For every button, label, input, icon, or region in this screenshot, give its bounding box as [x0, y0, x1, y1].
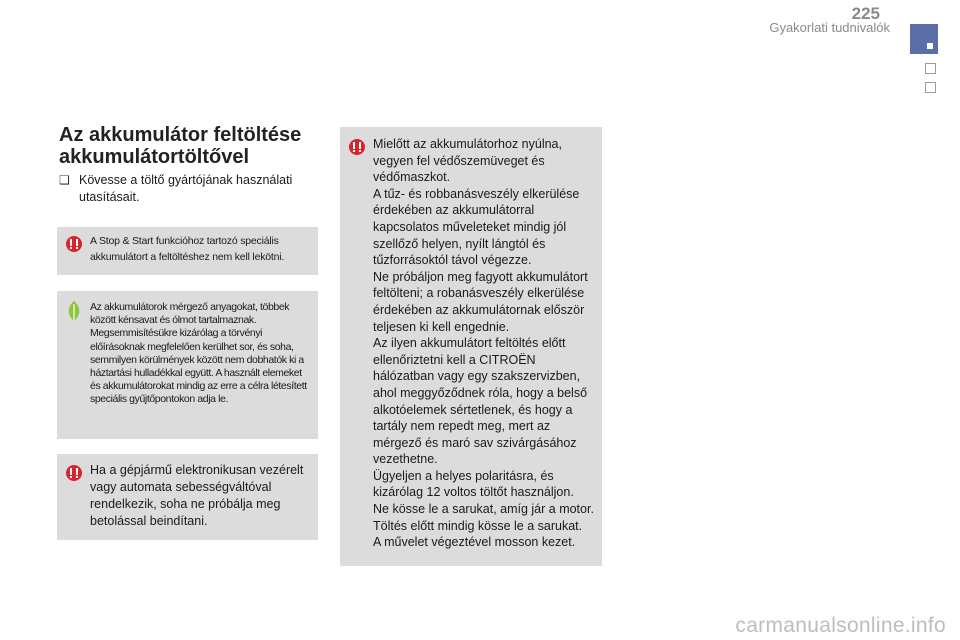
safety-line: A tűz- és robbanásveszély elkerülése érdekében az akkumulátorral kapcsolatos műveleteket mindig jól szellőző helyen, nyílt lángtól és tűzforrásoktól távol végezze.: [373, 186, 580, 268]
nav-square-1[interactable]: [925, 63, 936, 74]
safety-line: Ne próbáljon meg fagyott akkumulátort feltölteni; a robanásveszély elkerülése érdekében az akkumulátornak először teljesen ki kell engednie.: [373, 269, 588, 334]
safety-line: Ne kösse le a sarukat, amíg jár a motor.: [373, 502, 594, 517]
section-title: Gyakorlati tudnivalók: [769, 20, 890, 35]
safety-line: Ügyeljen a helyes polaritásra, és kizárólag 12 voltos töltőt használjon.: [373, 468, 574, 500]
title-line-1: Az akkumulátor feltöltése: [59, 124, 302, 146]
nav-square-2[interactable]: [925, 82, 936, 93]
stop-start-warning-box: [57, 227, 318, 275]
warning-icon: [349, 139, 365, 155]
title-line-2: akkumulátortöltővel: [59, 146, 250, 168]
page-title: [59, 124, 319, 168]
page-number: 225: [851, 4, 880, 23]
environment-note-text: Az akkumulátorok mérgező anyagokat, többek között kénsavat és ólmot tartalmaznak. Megsemmisítésükre kizárólag a törvényi előírásoknak megfelelően kerülhet sor, és soha, semmilyen körülmények között nem dobhatók ki a háztartási hulladékkal együtt. A használt elemeket és akkumulátorokat mindig az erre a célra létesített speciális gyűjtőpontokon adja le.: [90, 301, 307, 406]
gearbox-warning-box: [57, 454, 318, 540]
gearbox-warning-text: Ha a gépjármű elektronikusan vezérelt vagy automata sebességváltóval rendelkezik, soha ne próbálja meg betolással beindítani.: [90, 463, 304, 528]
watermark-link[interactable]: carmanualsonline.info: [735, 614, 946, 637]
tab-marker: [927, 43, 933, 49]
instruction-text: Kövesse a töltő gyártójának használati utasításait.: [79, 173, 293, 204]
leaf-icon: [66, 300, 82, 322]
stop-start-warning-text: A Stop & Start funkcióhoz tartozó speciális akkumulátort a feltöltéshez nem kell lekötni.: [90, 235, 285, 263]
chapter-tab[interactable]: [910, 24, 938, 54]
checkbox-bullet-icon: ❑: [59, 173, 70, 187]
safety-line: Töltés előtt mindig kösse le a sarukat.: [373, 518, 583, 533]
safety-line: A művelet végeztével mosson kezet.: [373, 535, 576, 550]
safety-warning-box: [340, 127, 602, 566]
safety-line: Mielőtt az akkumulátorhoz nyúlna, vegyen fel védőszemüveget és védőmaszkot.: [373, 137, 562, 185]
instruction-bullet: [59, 172, 309, 206]
warning-icon: [66, 465, 82, 481]
environment-note-box: [57, 291, 318, 439]
warning-icon: [66, 236, 82, 252]
safety-line: Az ilyen akkumulátort feltöltés előtt ellenőriztetni kell a CITROËN hálózatban vagy egy szakszervizben, ahol meggyőződnek róla, hogy a belső alkotóelemek sértetlenek, és hogy a tartály nem repedt meg, mert az mérgező és maró sav szivárgásához vezethetne.: [373, 336, 588, 467]
